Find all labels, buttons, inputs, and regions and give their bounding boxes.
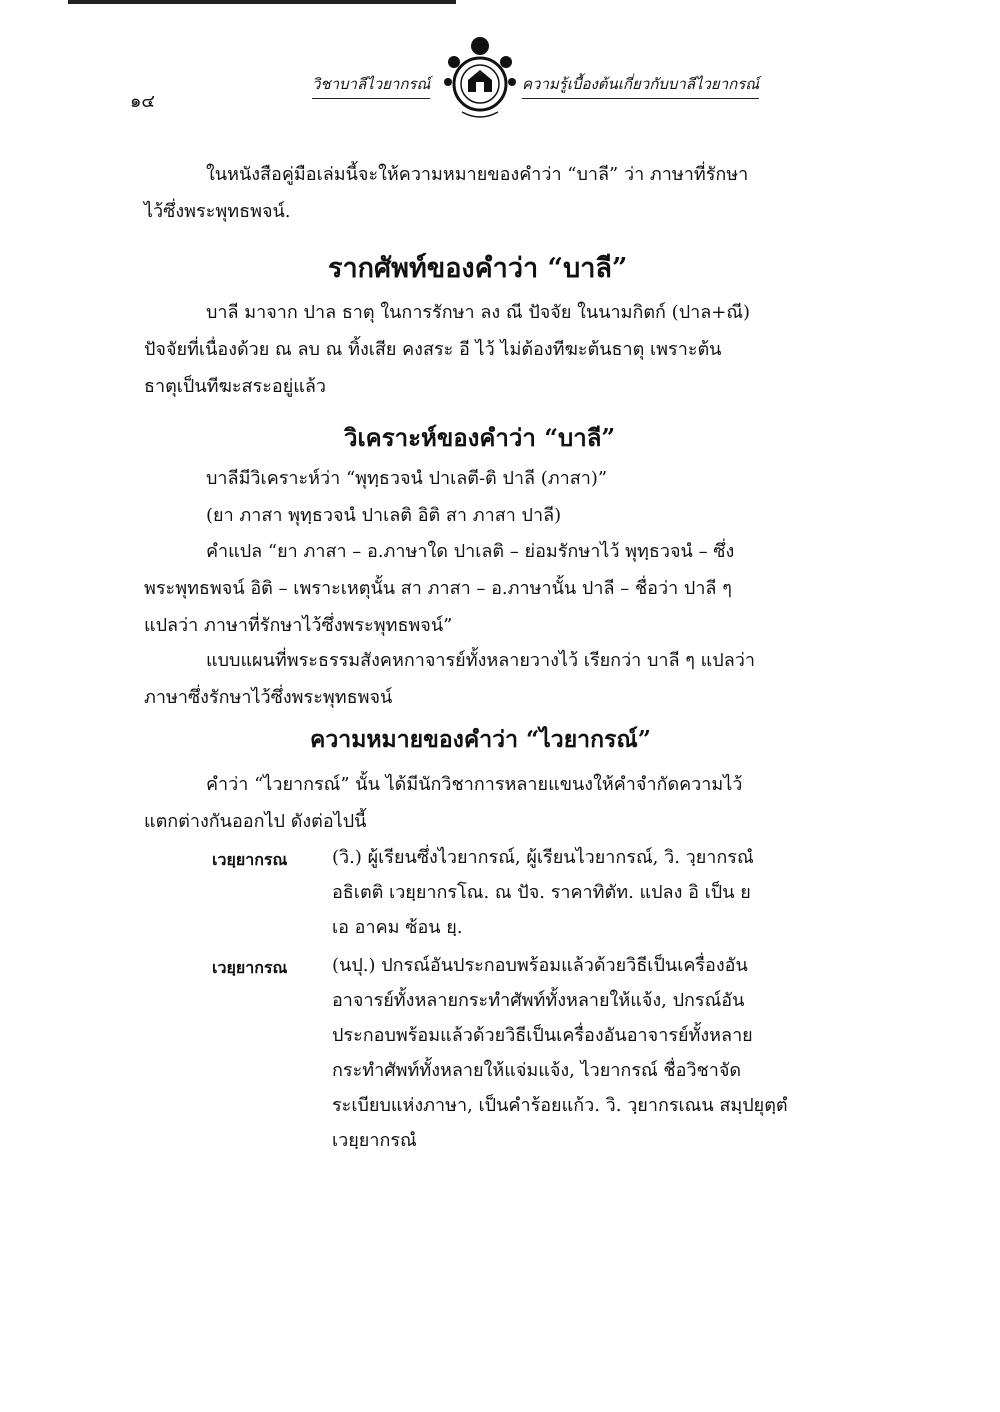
intro-line: ไว้ซึ่งพระพุทธพจน์. bbox=[144, 201, 291, 222]
page-number: ๑๔ bbox=[130, 91, 156, 112]
definition-line: กระทำศัพท์ทั้งหลายให้แจ่มแจ้ง, ไวยากรณ์ ชื่อวิชาจัด bbox=[332, 1060, 742, 1081]
definition-line: ระเบียบแห่งภาษา, เป็นคำร้อยแก้ว. วิ. วฺยากรเณน สมฺปยุตฺตํ bbox=[332, 1095, 788, 1116]
definition-line: ประกอบพร้อมแล้วด้วยวิธีเป็นเครื่องอันอาจารย์ทั้งหลาย bbox=[332, 1025, 753, 1046]
etymology-paragraph bbox=[144, 294, 844, 405]
definition-line: เอ อาคม ซ้อน ยฺ. bbox=[332, 917, 463, 938]
entry-definition bbox=[332, 840, 838, 945]
translation-line: คำแปล “ยา ภาสา – อ.ภาษาใด ปาเลติ – ย่อมรักษาไว้ พุทฺธวจนํ – ซึ่ง bbox=[206, 541, 735, 562]
definition-line: อธิเตติ เวยฺยากรโณ. ณ ปัจ. ราคาทิตัท. แปลง อิ เป็น ย bbox=[332, 882, 751, 903]
section-heading-etymology: รากศัพท์ของคำว่า “บาลี” bbox=[328, 253, 628, 284]
top-rule bbox=[68, 0, 456, 4]
meaning-intro-paragraph bbox=[144, 766, 844, 840]
meaning-intro-line: คำว่า “ไวยากรณ์” นั้น ได้มีนักวิชาการหลายแขนงให้คำจำกัดความไว้ bbox=[206, 774, 743, 795]
translation-line: พระพุทธพจน์ อิติ – เพราะเหตุนั้น สา ภาสา – อ.ภาษานั้น ปาลี – ชื่อว่า ปาลี ๆ bbox=[144, 578, 732, 599]
translation-line: แปลว่า ภาษาที่รักษาไว้ซึ่งพระพุทธพจน์” bbox=[144, 615, 453, 636]
running-header-left: วิชาบาลีไวยากรณ์ bbox=[312, 72, 430, 99]
entry-term: เวยฺยากรณ bbox=[212, 850, 288, 869]
entry-definition bbox=[332, 948, 838, 1158]
intro-paragraph bbox=[144, 156, 844, 230]
entry-term: เวยฺยากรณ bbox=[212, 958, 288, 977]
etymology-line: ปัจจัยที่เนื่องด้วย ณ ลบ ณ ทิ้งเสีย คงสระ อี ไว้ ไม่ต้องทีฆะต้นธาตุ เพราะต้น bbox=[144, 339, 722, 360]
translation-paragraph bbox=[144, 533, 844, 644]
etymology-line: ธาตุเป็นทีฆะสระอยู่แล้ว bbox=[144, 376, 326, 397]
section-heading-analysis: วิเคราะห์ของคำว่า “บาลี” bbox=[344, 423, 616, 452]
definition-line: (นปุ.) ปกรณ์อันประกอบพร้อมแล้วด้วยวิธีเป็นเครื่องอัน bbox=[332, 955, 748, 976]
note-line: แบบแผนที่พระธรรมสังคหกาจารย์ทั้งหลายวางไว้ เรียกว่า บาลี ๆ แปลว่า bbox=[206, 650, 755, 671]
etymology-line: บาลี มาจาก ปาล ธาตุ ในการรักษา ลง ณี ปัจจัย ในนามกิตก์ (ปาล+ณี) bbox=[206, 302, 751, 323]
definition-line: อาจารย์ทั้งหลายกระทำศัพท์ทั้งหลายให้แจ้ง, ปกรณ์อัน bbox=[332, 990, 745, 1011]
running-header-right: ความรู้เบื้องต้นเกี่ยวกับบาลีไวยากรณ์ bbox=[522, 72, 759, 99]
meaning-intro-line: แตกต่างกันออกไป ดังต่อไปนี้ bbox=[144, 811, 367, 832]
intro-line: ในหนังสือคู่มือเล่มนี้จะให้ความหมายของคำว่า “บาลี” ว่า ภาษาที่รักษา bbox=[206, 164, 749, 185]
section-heading-meaning: ความหมายของคำว่า “ไวยากรณ์” bbox=[310, 726, 651, 753]
analysis-line-1: บาลีมีวิเคราะห์ว่า “พุทฺธวจนํ ปาเลตี-ติ ปาลี (ภาสา)” bbox=[206, 468, 608, 489]
note-line: ภาษาซึ่งรักษาไว้ซึ่งพระพุทธพจน์ bbox=[144, 687, 393, 708]
definition-line: เวยฺยากรณํ bbox=[332, 1130, 417, 1151]
analysis-line-2: (ยา ภาสา พุทฺธวจนํ ปาเลติ อิติ สา ภาสา ปาลี) bbox=[206, 505, 562, 526]
emblem-seal bbox=[438, 34, 522, 122]
note-paragraph bbox=[144, 642, 844, 716]
definition-line: (วิ.) ผู้เรียนซึ่งไวยากรณ์, ผู้เรียนไวยากรณ์, วิ. วฺยากรณํ bbox=[332, 847, 754, 868]
